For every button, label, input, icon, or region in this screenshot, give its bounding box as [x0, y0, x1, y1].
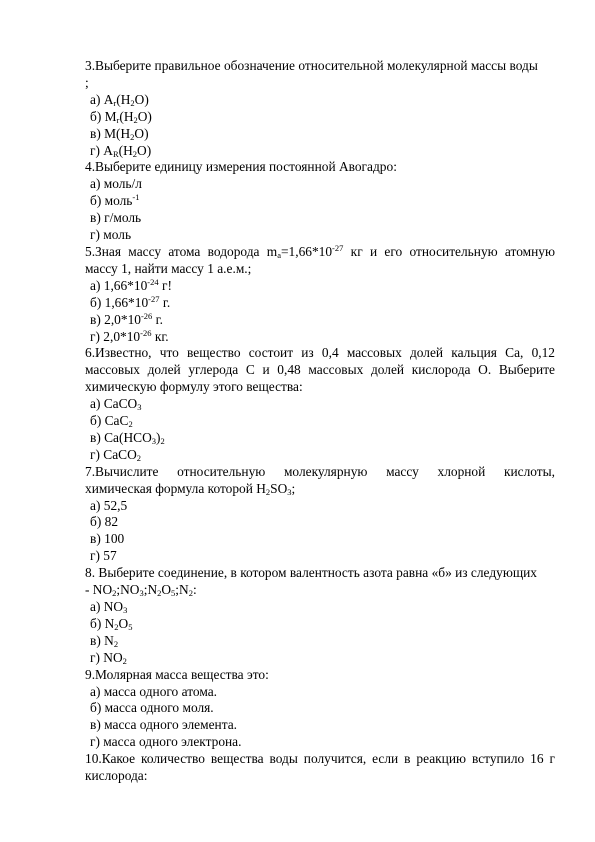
- question-8-line-2: - $NO_2;NO_3;N_2O_5;N_2$:: [85, 582, 197, 599]
- question-7-line-1: 7.Вычислите относительную молекулярную массу хлорной кислоты,: [85, 463, 555, 479]
- question-10-line-2: кислорода:: [85, 768, 148, 784]
- answer-4a: а) моль/л: [90, 176, 142, 192]
- answer-7d: г) 57: [90, 548, 117, 564]
- answer-5b: б) $1,66*10^{-27}$ г.: [90, 293, 171, 310]
- answer-9b: б) масса одного моля.: [90, 700, 214, 716]
- question-9: 9.Молярная масса вещества это:: [85, 666, 269, 682]
- question-3-continuation: ;: [85, 74, 89, 90]
- answer-4b: б) моль$^{-1}$: [90, 192, 140, 209]
- answer-8b: б) $N_2O_5$: [90, 615, 133, 632]
- answer-8a: а) $NO_3$: [90, 599, 128, 615]
- question-6-line-1: 6.Известно, что вещество состоит из 0,4 массовых долей кальция Ca, 0,12: [85, 345, 555, 361]
- document-page: [85, 58, 555, 785]
- answer-6d: г) CaCO$_2$: [90, 446, 142, 463]
- question-6-line-3: химическую формулу этого вещества:: [85, 379, 303, 395]
- answer-6c: в) $Ca(HCO_3)_2$: [90, 429, 165, 446]
- answer-9c: в) масса одного элемента.: [90, 717, 238, 733]
- answer-3a: а) $A_r(H_2O)$: [90, 91, 149, 108]
- answer-5d: г) $2,0*10^{-26}$ кг.: [90, 327, 169, 344]
- answer-8d: г) $NO_2$: [90, 649, 127, 666]
- question-5-continuation: массу 1, найти массу 1 а.е.м.;: [85, 260, 252, 276]
- answer-8c: в) $N_2$: [90, 632, 119, 649]
- question-8-line-1: 8. Выберите соединение, в котором валентность азота равна «б» из следующих: [85, 565, 537, 581]
- answer-4d: г) моль: [90, 227, 132, 243]
- question-3: 3.Выберите правильное обозначение относительной молекулярной массы воды: [85, 58, 538, 73]
- answer-5c: в) $2,0*10^{-26}$ г.: [90, 310, 163, 327]
- answer-9d: г) масса одного электрона.: [90, 734, 242, 750]
- answer-7b: б) 82: [90, 514, 119, 530]
- answer-5a: а) $1,66*10^{-24}$ г!: [90, 276, 172, 293]
- answer-7a: а) 52,5: [90, 497, 128, 513]
- answer-7c: в) 100: [90, 531, 125, 547]
- question-5: 5.Зная массу атома водорода $m_a=1,66*10^{-27}$ кг и его относительную атомную: [85, 242, 555, 260]
- question-7-line-2: химическая формула которой $H_2SO_3$;: [85, 480, 296, 497]
- answer-3c: в) $M(H_2O)$: [90, 125, 149, 142]
- question-4: 4.Выберите единицу измерения постоянной Авогадро:: [85, 159, 397, 175]
- answer-4c: в) г/моль: [90, 210, 142, 226]
- question-10-line-1: 10.Какое количество вещества воды получится, если в реакцию вступило 16 г: [85, 751, 555, 767]
- question-6-line-2: массовых долей углерода C и 0,48 массовых долей кислорода O. Выберите: [85, 362, 555, 378]
- answer-3b: б) $M_r(H_2O)$: [90, 108, 152, 125]
- answer-3d: г) $A_R(H_2O)$: [90, 142, 152, 159]
- answer-9a: а) масса одного атома.: [90, 683, 217, 699]
- answer-6b: б) CaC$_2$: [90, 413, 133, 430]
- answer-6a: а) CaCO$_3$: [90, 396, 142, 413]
